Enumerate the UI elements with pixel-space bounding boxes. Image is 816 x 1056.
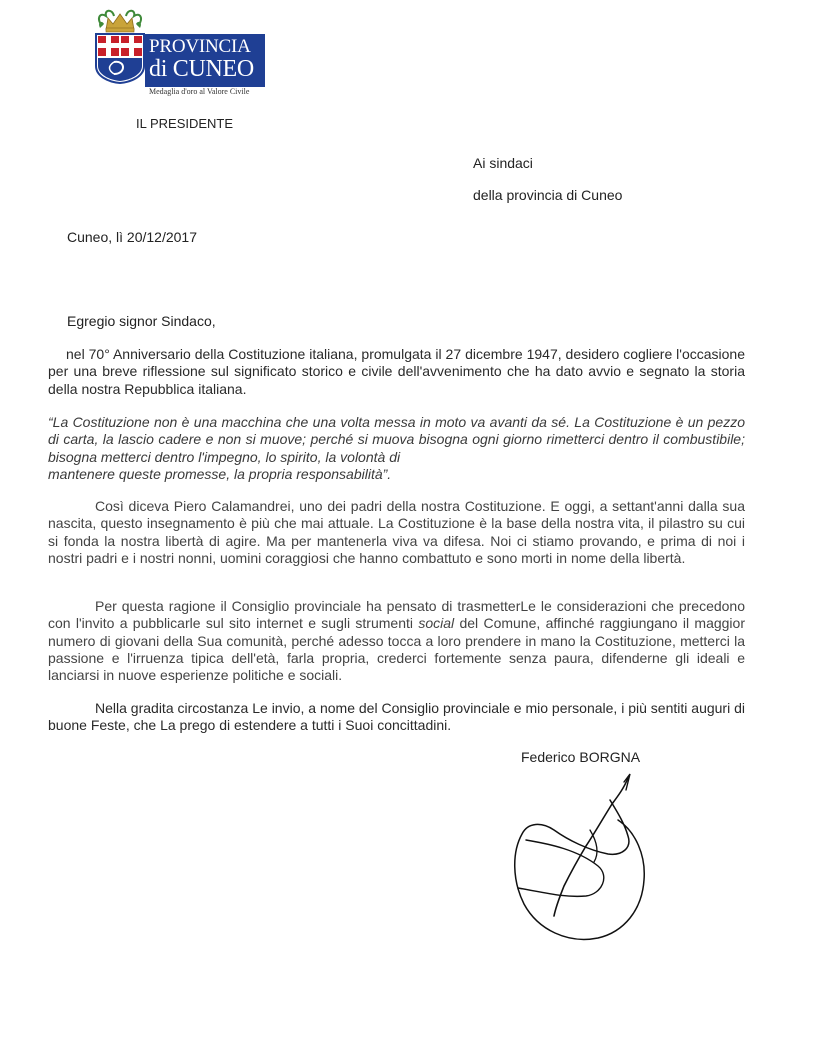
paragraph-invitation-part-1: Per questa ragione il Consiglio provinciale ha pensato di trasmetterLe le considerazioni che precedono con l'invito a pubblicarle sul sito internet e sugli strumenti [48,598,745,632]
logo-subtitle: di CUNEO [149,56,254,82]
recipient-line-2: della provincia di Cuneo [473,187,623,203]
salutation: Egregio signor Sindaco, [67,313,216,329]
logo-title: PROVINCIA [149,36,251,57]
recipient-line-1: Ai sindaci [473,155,533,171]
sender-title: IL PRESIDENTE [136,116,234,131]
quotation [48,414,745,483]
handwritten-signature [498,770,658,952]
paragraph-invitation-part-2: del Comune, affinché raggiungano il maggior numero di giovani della Sua comunità, perché adesso tocca a loro prendere in mano la Costituzione, metterci la passione e l'irruenza tipica dell'età, farla propria, crederci fortemente senza paura, difenderne gli ideali e lanciarsi in nuove esperienze politiche e sociali. [48,615,745,684]
coat-of-arms-icon [94,8,146,84]
logo-caption: Medaglia d'oro al Valore Civile [149,87,250,96]
place-date: Cuneo, lì 20/12/2017 [67,229,197,245]
paragraph-invitation-social: social [418,615,455,632]
quotation-line-1: “La Costituzione non è una macchina che una volta messa in moto va avanti da sé. La Costituzione è un pezzo di carta, la lascio cadere e non si muove; perché si muova bisogna ogni giorno rimetterci dentro il combustibile; bisogna metterci dentro l'impegno, lo spirito, la volontà di [48,414,745,465]
paragraph-greetings: Nella gradita circostanza Le invio, a nome del Consiglio provinciale e mio personale, i più sentiti auguri di buone Feste, che La prego di estendere a tutti i Suoi concittadini. [48,700,745,734]
provincia-di-cuneo-logo [94,8,266,96]
paragraph-intro: nel 70° Anniversario della Costituzione italiana, promulgata il 27 dicembre 1947, desidero cogliere l'occasione per una breve riflessione sul significato storico e civile dell'avvenimento che ha dato avvio e segnato la storia della nostra Repubblica italiana. [48,346,745,397]
logo-wordmark [145,34,265,87]
signer-name: Federico BORGNA [521,749,641,765]
paragraph-calamandrei: Così diceva Piero Calamandrei, uno dei padri della nostra Costituzione. E oggi, a settant'anni dalla sua nascita, questo insegnamento è più che mai attuale. La Costituzione è la base della nostra vita, il pilastro su cui si fonda la nostra libertà di agire. Ma per mantenerla viva va difesa. Noi ci stiamo provando, e prima di noi i nostri padri e i nostri nonni, uomini coraggiosi che hanno combattuto e sono morti in nome della libertà. [48,498,745,566]
quotation-line-2: mantenere queste promesse, la propria responsabilità”. [48,465,392,482]
paragraph-invitation [48,598,745,684]
